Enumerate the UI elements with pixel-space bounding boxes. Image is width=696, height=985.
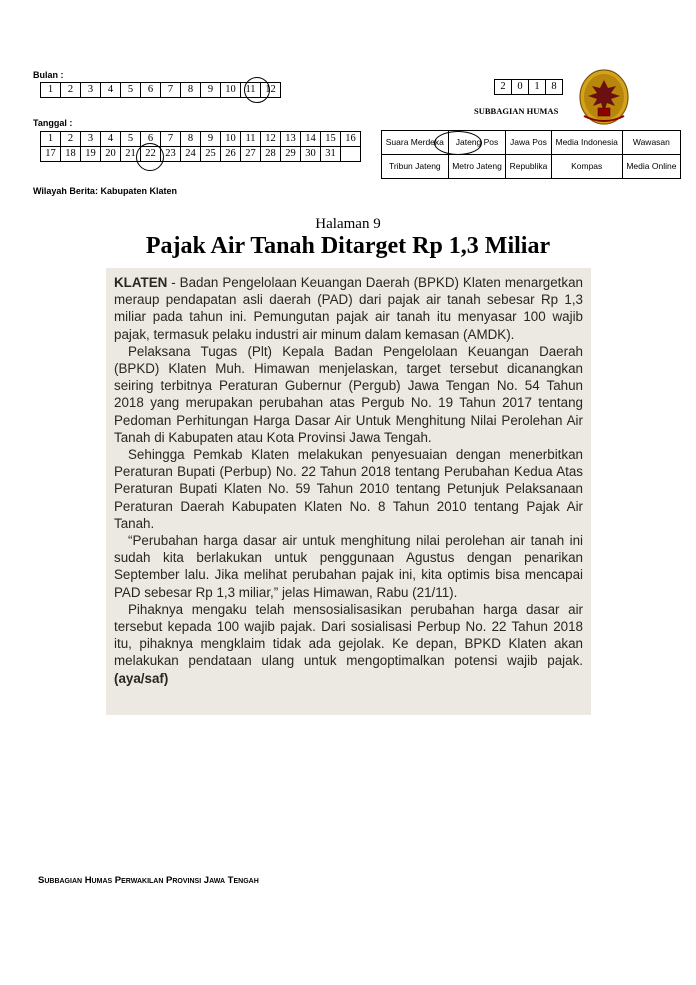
- month-cell: 4: [101, 83, 121, 98]
- media-cell: Metro Jateng: [448, 155, 506, 179]
- media-cell: Media Indonesia: [551, 131, 622, 155]
- bulan-label: Bulan :: [33, 70, 64, 80]
- province-emblem-icon: [578, 68, 630, 126]
- selected-media-circle: [434, 131, 482, 155]
- date-cell: 17: [41, 147, 61, 162]
- date-cell: 14: [301, 132, 321, 147]
- date-cell: 23: [161, 147, 181, 162]
- month-cell: 11: [241, 83, 261, 98]
- date-cell: 30: [301, 147, 321, 162]
- date-cell: 10: [221, 132, 241, 147]
- year-table: [494, 79, 563, 95]
- media-cell: Jawa Pos: [506, 131, 551, 155]
- date-table: [40, 131, 361, 162]
- year-cell: 0: [512, 80, 529, 95]
- date-cell: 22: [141, 147, 161, 162]
- date-cell: 12: [261, 132, 281, 147]
- month-cell: 1: [41, 83, 61, 98]
- date-cell: [341, 147, 361, 162]
- media-table: [381, 130, 681, 179]
- date-cell: 20: [101, 147, 121, 162]
- tanggal-label: Tanggal :: [33, 118, 73, 128]
- date-cell: 26: [221, 147, 241, 162]
- date-cell: 8: [181, 132, 201, 147]
- selected-day-circle: [136, 143, 164, 171]
- media-cell: Tribun Jateng: [382, 155, 449, 179]
- media-cell: Jateng Pos: [448, 131, 506, 155]
- date-cell: 29: [281, 147, 301, 162]
- month-cell: 7: [161, 83, 181, 98]
- year-cell: 2: [495, 80, 512, 95]
- date-cell: 3: [81, 132, 101, 147]
- month-cell: 12: [261, 83, 281, 98]
- date-cell: 24: [181, 147, 201, 162]
- paragraph-3: Sehingga Pemkab Klaten melakukan penyesuaian dengan menerbitkan Peraturan Bupati (Perbup) No. 22 Tahun 2018 tentang Perubahan Kedua Atas Peraturan Bupati Klaten No. 59 Tahun 2010 tentang Petunjuk Pelaksanaan Peraturan Daerah Kabupaten Klaten No. 8 Tahun 2010 tentang Pajak Air Tanah.: [114, 447, 583, 531]
- month-cell: 2: [61, 83, 81, 98]
- date-cell: 13: [281, 132, 301, 147]
- wilayah-berita: Wilayah Berita: Kabupaten Klaten: [33, 186, 177, 196]
- month-cell: 6: [141, 83, 161, 98]
- selected-month-circle: [244, 77, 270, 103]
- year-cell: 1: [529, 80, 546, 95]
- date-cell: 15: [321, 132, 341, 147]
- date-cell: 1: [41, 132, 61, 147]
- date-cell: 27: [241, 147, 261, 162]
- date-cell: 19: [81, 147, 101, 162]
- date-cell: 6: [141, 132, 161, 147]
- media-cell: Media Online: [622, 155, 680, 179]
- date-cell: 5: [121, 132, 141, 147]
- paragraph-4: “Perubahan harga dasar air untuk menghitung nilai perolehan air tanah ini sudah kita berlakukan untuk penggunaan Agustus dengan penarikan September lalu. Jika melihat perubahan pajak ini, kita optimis bisa mencapai PAD sebesar Rp 1,3 miliar,” jelas Himawan, Rabu (21/11).: [114, 533, 583, 600]
- media-cell: Republika: [506, 155, 551, 179]
- date-cell: 28: [261, 147, 281, 162]
- media-cell: Suara Merdeka: [382, 131, 449, 155]
- media-cell: Kompas: [551, 155, 622, 179]
- page-number: Halaman 9: [315, 216, 381, 232]
- month-cell: 10: [221, 83, 241, 98]
- month-cell: 8: [181, 83, 201, 98]
- date-cell: 4: [101, 132, 121, 147]
- date-cell: 18: [61, 147, 81, 162]
- paragraph-2: Pelaksana Tugas (Plt) Kepala Badan Pengelolaan Keuangan Daerah (BPKD) Klaten Muh. Himawan menjelaskan, target tersebut dicanangkan seiring terbitnya Peraturan Gubernur (Pergub) Jawa Tengan No. 54 Tahun 2018 yang merupakan perubahan atas Pergub No. 19 Tahun 2017 tentang Pedoman Perhitungan Harga Dasar Air Untuk Menghitung Nilai Perolehan Air Tanah di Kabupaten atau Kota Provinsi Jawa Tengah.: [114, 343, 583, 445]
- paragraph-5: Pihaknya mengaku telah mensosialisasikan perubahan harga dasar air tersebut kepada 100 wajib pajak. Dari sosialisasi Perbup No. 22 Tahun 2018 itu, pihaknya mengklaim tidak ada gejolak. Ke depan, BPKD Klaten akan melakukan pendataan ulang untuk mengoptimalkan potensi wajib pajak. (aya/saf): [114, 601, 583, 686]
- month-cell: 5: [121, 83, 141, 98]
- date-cell: 9: [201, 132, 221, 147]
- date-cell: 25: [201, 147, 221, 162]
- article-title: Pajak Air Tanah Ditarget Rp 1,3 Miliar: [145, 233, 551, 259]
- date-cell: 21: [121, 147, 141, 162]
- media-cell: Wawasan: [622, 131, 680, 155]
- dateline: KLATEN: [114, 275, 168, 290]
- news-clipping: [106, 268, 591, 715]
- year-cell: 8: [546, 80, 563, 95]
- credit: (aya/saf): [114, 670, 169, 686]
- date-cell: 2: [61, 132, 81, 147]
- subbagian-humas-label: SUBBAGIAN HUMAS: [474, 106, 559, 116]
- month-cell: 3: [81, 83, 101, 98]
- date-cell: 16: [341, 132, 361, 147]
- footer-text: Subbagian Humas Perwakilan Provinsi Jawa Tengah: [38, 875, 259, 886]
- date-cell: 11: [241, 132, 261, 147]
- date-cell: 31: [321, 147, 341, 162]
- month-cell: 9: [201, 83, 221, 98]
- date-cell: 7: [161, 132, 181, 147]
- paragraph-1: KLATEN - Badan Pengelolaan Keuangan Daerah (BPKD) Klaten menargetkan meraup pendapatan asli daerah (PAD) dari pajak air tanah sebesar Rp 1,3 miliar pada tahun ini. Pemungutan pajak air tanah itu menyasar 100 wajib pajak, termasuk pelaku industri air minum dalam kemasan (AMDK).: [114, 275, 583, 342]
